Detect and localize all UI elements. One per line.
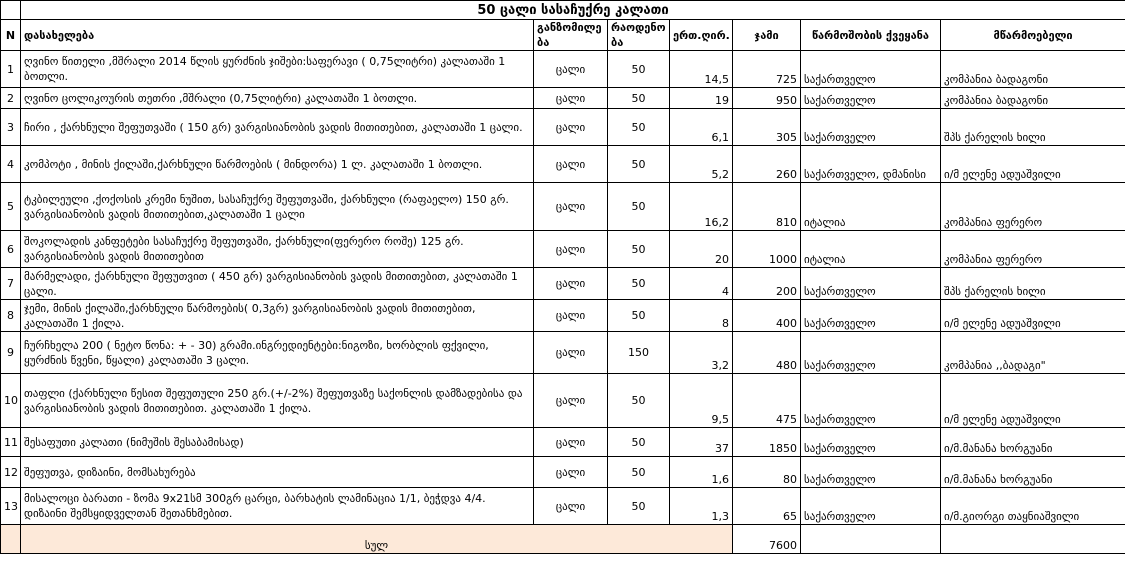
- row-number-cell[interactable]: 12: [1, 457, 21, 488]
- total-cell[interactable]: 480: [733, 332, 801, 374]
- producer-cell[interactable]: ი/მ.მანანა ხორგუანი: [941, 457, 1125, 488]
- quantity-cell[interactable]: 50: [608, 488, 670, 525]
- total-cell[interactable]: 950: [733, 88, 801, 109]
- table-row: [1, 268, 1125, 300]
- description-cell[interactable]: კომპოტი , მინის ქილაში,ქარხნული წარმოების ( მინდორა) 1 ლ. კალათაში 1 ბოთლი.: [21, 146, 534, 183]
- unit-price-cell[interactable]: 4: [670, 268, 733, 300]
- country-cell[interactable]: საქართველო: [801, 488, 941, 525]
- unit-price-cell[interactable]: 19: [670, 88, 733, 109]
- country-cell[interactable]: იტალია: [801, 231, 941, 268]
- row-number-cell[interactable]: 3: [1, 109, 21, 146]
- producer-cell[interactable]: ი/მ ელენე ადუაშვილი: [941, 300, 1125, 332]
- unit-price-cell[interactable]: 37: [670, 428, 733, 457]
- unit-cell[interactable]: ცალი: [534, 332, 608, 374]
- quantity-cell[interactable]: 50: [608, 109, 670, 146]
- country-cell[interactable]: იტალია: [801, 183, 941, 231]
- description-cell[interactable]: შესაფუთი კალათი (ნიმუშის შესაბამისად): [21, 428, 534, 457]
- row-number-cell[interactable]: 7: [1, 268, 21, 300]
- unit-cell[interactable]: ცალი: [534, 109, 608, 146]
- unit-price-cell[interactable]: 14,5: [670, 51, 733, 88]
- table-row: [1, 146, 1125, 183]
- total-cell[interactable]: 80: [733, 457, 801, 488]
- unit-cell[interactable]: ცალი: [534, 457, 608, 488]
- quantity-cell[interactable]: 50: [608, 51, 670, 88]
- table-row: [1, 109, 1125, 146]
- row-number-cell[interactable]: 13: [1, 488, 21, 525]
- header-total[interactable]: ჯამი: [733, 20, 801, 51]
- row-number-cell[interactable]: 8: [1, 300, 21, 332]
- description-cell[interactable]: ღვინო წითელი ,მშრალი 2014 წლის ყურძნის ჯიშები:საფერავი ( 0,75ლიტრი) კალათაში 1 ბოთლი.: [21, 51, 534, 88]
- total-row-country-blank[interactable]: [801, 525, 941, 554]
- total-cell[interactable]: 260: [733, 146, 801, 183]
- row-number-cell[interactable]: 4: [1, 146, 21, 183]
- total-cell[interactable]: 65: [733, 488, 801, 525]
- description-cell[interactable]: ღვინო ცოლიკოურის თეთრი ,მშრალი (0,75ლიტრი) კალათაში 1 ბოთლი.: [21, 88, 534, 109]
- header-num[interactable]: N: [1, 20, 21, 51]
- unit-cell[interactable]: ცალი: [534, 374, 608, 428]
- total-cell[interactable]: 200: [733, 268, 801, 300]
- producer-cell[interactable]: შპს ქარელის ხილი: [941, 109, 1125, 146]
- header-description[interactable]: დასახელება: [21, 20, 534, 51]
- row-number-cell[interactable]: 5: [1, 183, 21, 231]
- producer-cell[interactable]: კომპანია ფერერო: [941, 183, 1125, 231]
- unit-price-cell[interactable]: 1,3: [670, 488, 733, 525]
- total-label[interactable]: სულ: [21, 525, 733, 554]
- producer-cell[interactable]: კომპანია ბადაგონი: [941, 88, 1125, 109]
- producer-cell[interactable]: ი/მ.გიორგი თაყნიაშვილი: [941, 488, 1125, 525]
- description-cell[interactable]: ჩირი , ქარხნული შეფუთვაში ( 150 გრ) ვარგისიანობის ვადის მითითებით, კალათაში 1 ცალი.: [21, 109, 534, 146]
- header-producer[interactable]: მწარმოებელი: [941, 20, 1125, 51]
- unit-cell[interactable]: ცალი: [534, 268, 608, 300]
- quantity-cell[interactable]: 50: [608, 428, 670, 457]
- quantity-cell[interactable]: 50: [608, 374, 670, 428]
- unit-cell[interactable]: ცალი: [534, 146, 608, 183]
- total-row-blank[interactable]: [1, 525, 21, 554]
- header-unit-price[interactable]: ერთ.ღირ.: [670, 20, 733, 51]
- quantity-cell[interactable]: 50: [608, 268, 670, 300]
- description-cell[interactable]: შოკოლადის კანფეტები სასაჩუქრე შეფუთვაში, ქარხნული(ფერერო როშე) 125 გრ. ვარგისიანობის ვადის მითითებით: [21, 231, 534, 268]
- total-cell[interactable]: 810: [733, 183, 801, 231]
- country-cell[interactable]: საქართველო: [801, 51, 941, 88]
- country-cell[interactable]: საქართველო, დმანისი: [801, 146, 941, 183]
- table-row: [1, 300, 1125, 332]
- quantity-cell[interactable]: 50: [608, 146, 670, 183]
- country-cell[interactable]: საქართველო: [801, 300, 941, 332]
- unit-price-cell[interactable]: 6,1: [670, 109, 733, 146]
- unit-cell[interactable]: ცალი: [534, 88, 608, 109]
- row-number-cell[interactable]: 1: [1, 51, 21, 88]
- unit-price-cell[interactable]: 16,2: [670, 183, 733, 231]
- quantity-cell[interactable]: 50: [608, 88, 670, 109]
- table-row: [1, 183, 1125, 231]
- unit-price-cell[interactable]: 9,5: [670, 374, 733, 428]
- total-cell[interactable]: 1850: [733, 428, 801, 457]
- country-cell[interactable]: საქართველო: [801, 332, 941, 374]
- total-cell[interactable]: 475: [733, 374, 801, 428]
- producer-cell[interactable]: კომპანია ,,ბადაგი": [941, 332, 1125, 374]
- producer-cell[interactable]: კომპანია ბადაგონი: [941, 51, 1125, 88]
- country-cell[interactable]: საქართველო: [801, 428, 941, 457]
- producer-cell[interactable]: ი/მ.მანანა ხორგუანი: [941, 428, 1125, 457]
- description-cell[interactable]: ტკბილეული ,ქოქოსის კრემი ნუშით, სასაჩუქრე შეფუთვაში, ქარხნული (რაფაელო) 150 გრ. ვარგისიანობის ვადის მითითებით,კალათაში 1 ცალი: [21, 183, 534, 231]
- producer-cell[interactable]: ი/მ ელენე ადუაშვილი: [941, 374, 1125, 428]
- quantity-cell[interactable]: 50: [608, 183, 670, 231]
- total-cell[interactable]: 400: [733, 300, 801, 332]
- total-cell[interactable]: 305: [733, 109, 801, 146]
- country-cell[interactable]: საქართველო: [801, 88, 941, 109]
- description-cell[interactable]: მარმელადი, ქარხნული შეფუთვით ( 450 გრ) ვარგისიანობის ვადის მითითებით, კალათაში 1 ცალი.: [21, 268, 534, 300]
- table-row: [1, 428, 1125, 457]
- corner-cell: [1, 1, 21, 20]
- unit-price-cell[interactable]: 5,2: [670, 146, 733, 183]
- unit-price-cell[interactable]: 3,2: [670, 332, 733, 374]
- table-row: [1, 332, 1125, 374]
- total-cell[interactable]: 725: [733, 51, 801, 88]
- unit-price-cell[interactable]: 8: [670, 300, 733, 332]
- row-number-cell[interactable]: 10: [1, 374, 21, 428]
- producer-cell[interactable]: კომპანია ფერერო: [941, 231, 1125, 268]
- unit-cell[interactable]: ცალი: [534, 183, 608, 231]
- quantity-cell[interactable]: 150: [608, 332, 670, 374]
- country-cell[interactable]: საქართველო: [801, 109, 941, 146]
- table-row: [1, 457, 1125, 488]
- description-cell[interactable]: მისალოცი ბარათი - ზომა 9x21სმ 300გრ ცარცი, ბარხატის ლამინაცია 1/1, ბეჭდვა 4/4. დიზაინი შემსყიდველთან შეთანხმებით.: [21, 488, 534, 525]
- country-cell[interactable]: საქართველო: [801, 374, 941, 428]
- unit-cell[interactable]: ცალი: [534, 488, 608, 525]
- total-row: [1, 525, 1125, 554]
- unit-price-cell[interactable]: 20: [670, 231, 733, 268]
- total-row-producer-blank[interactable]: [941, 525, 1125, 554]
- row-number-cell[interactable]: 6: [1, 231, 21, 268]
- country-cell[interactable]: საქართველო: [801, 268, 941, 300]
- header-quantity[interactable]: რაოდენო ბა: [608, 20, 670, 51]
- producer-cell[interactable]: შპს ქარელის ხილი: [941, 268, 1125, 300]
- unit-cell[interactable]: ცალი: [534, 300, 608, 332]
- description-cell[interactable]: ჯემი, მინის ქილაში,ქარხნული წარმოების( 0,3გრ) ვარგისიანობის ვადის მითითებით, კალათაში 1 ქილა.: [21, 300, 534, 332]
- unit-price-cell[interactable]: 1,6: [670, 457, 733, 488]
- quantity-cell[interactable]: 50: [608, 300, 670, 332]
- grand-total-value[interactable]: 7600: [733, 525, 801, 554]
- header-unit[interactable]: განზომილე ბა: [534, 20, 608, 51]
- row-number-cell[interactable]: 9: [1, 332, 21, 374]
- unit-cell[interactable]: ცალი: [534, 231, 608, 268]
- description-cell[interactable]: ჩურჩხელა 200 ( ნეტო წონა: + - 30) გრამი.ინგრედიენტები:ნიგოზი, ხორბლის ფქვილი, ყურძნის წვენი, წყალი) კალათაში 3 ცალი.: [21, 332, 534, 374]
- producer-cell[interactable]: ი/მ ელენე ადუაშვილი: [941, 146, 1125, 183]
- table-row: [1, 88, 1125, 109]
- table-row: [1, 231, 1125, 268]
- table-row: [1, 51, 1125, 88]
- row-number-cell[interactable]: 2: [1, 88, 21, 109]
- description-cell[interactable]: შეფუთვა, დიზაინი, მომსახურება: [21, 457, 534, 488]
- unit-cell[interactable]: ცალი: [534, 51, 608, 88]
- table-row: [1, 488, 1125, 525]
- quantity-cell[interactable]: 50: [608, 457, 670, 488]
- header-country[interactable]: წარმოშობის ქვეყანა: [801, 20, 941, 51]
- country-cell[interactable]: საქართველო: [801, 457, 941, 488]
- row-number-cell[interactable]: 11: [1, 428, 21, 457]
- quantity-cell[interactable]: 50: [608, 231, 670, 268]
- table-title[interactable]: 50 ცალი სასაჩუქრე კალათი: [21, 1, 1125, 20]
- unit-cell[interactable]: ცალი: [534, 428, 608, 457]
- total-cell[interactable]: 1000: [733, 231, 801, 268]
- table-row: [1, 374, 1125, 428]
- description-cell[interactable]: თაფლი (ქარხნული წესით შეფუთული 250 გრ.(+/-2%) შეფუთვაზე საქონლის დამზადებისა და ვარგისიანობის ვადის მითითებით. კალათაში 1 ქილა.: [21, 374, 534, 428]
